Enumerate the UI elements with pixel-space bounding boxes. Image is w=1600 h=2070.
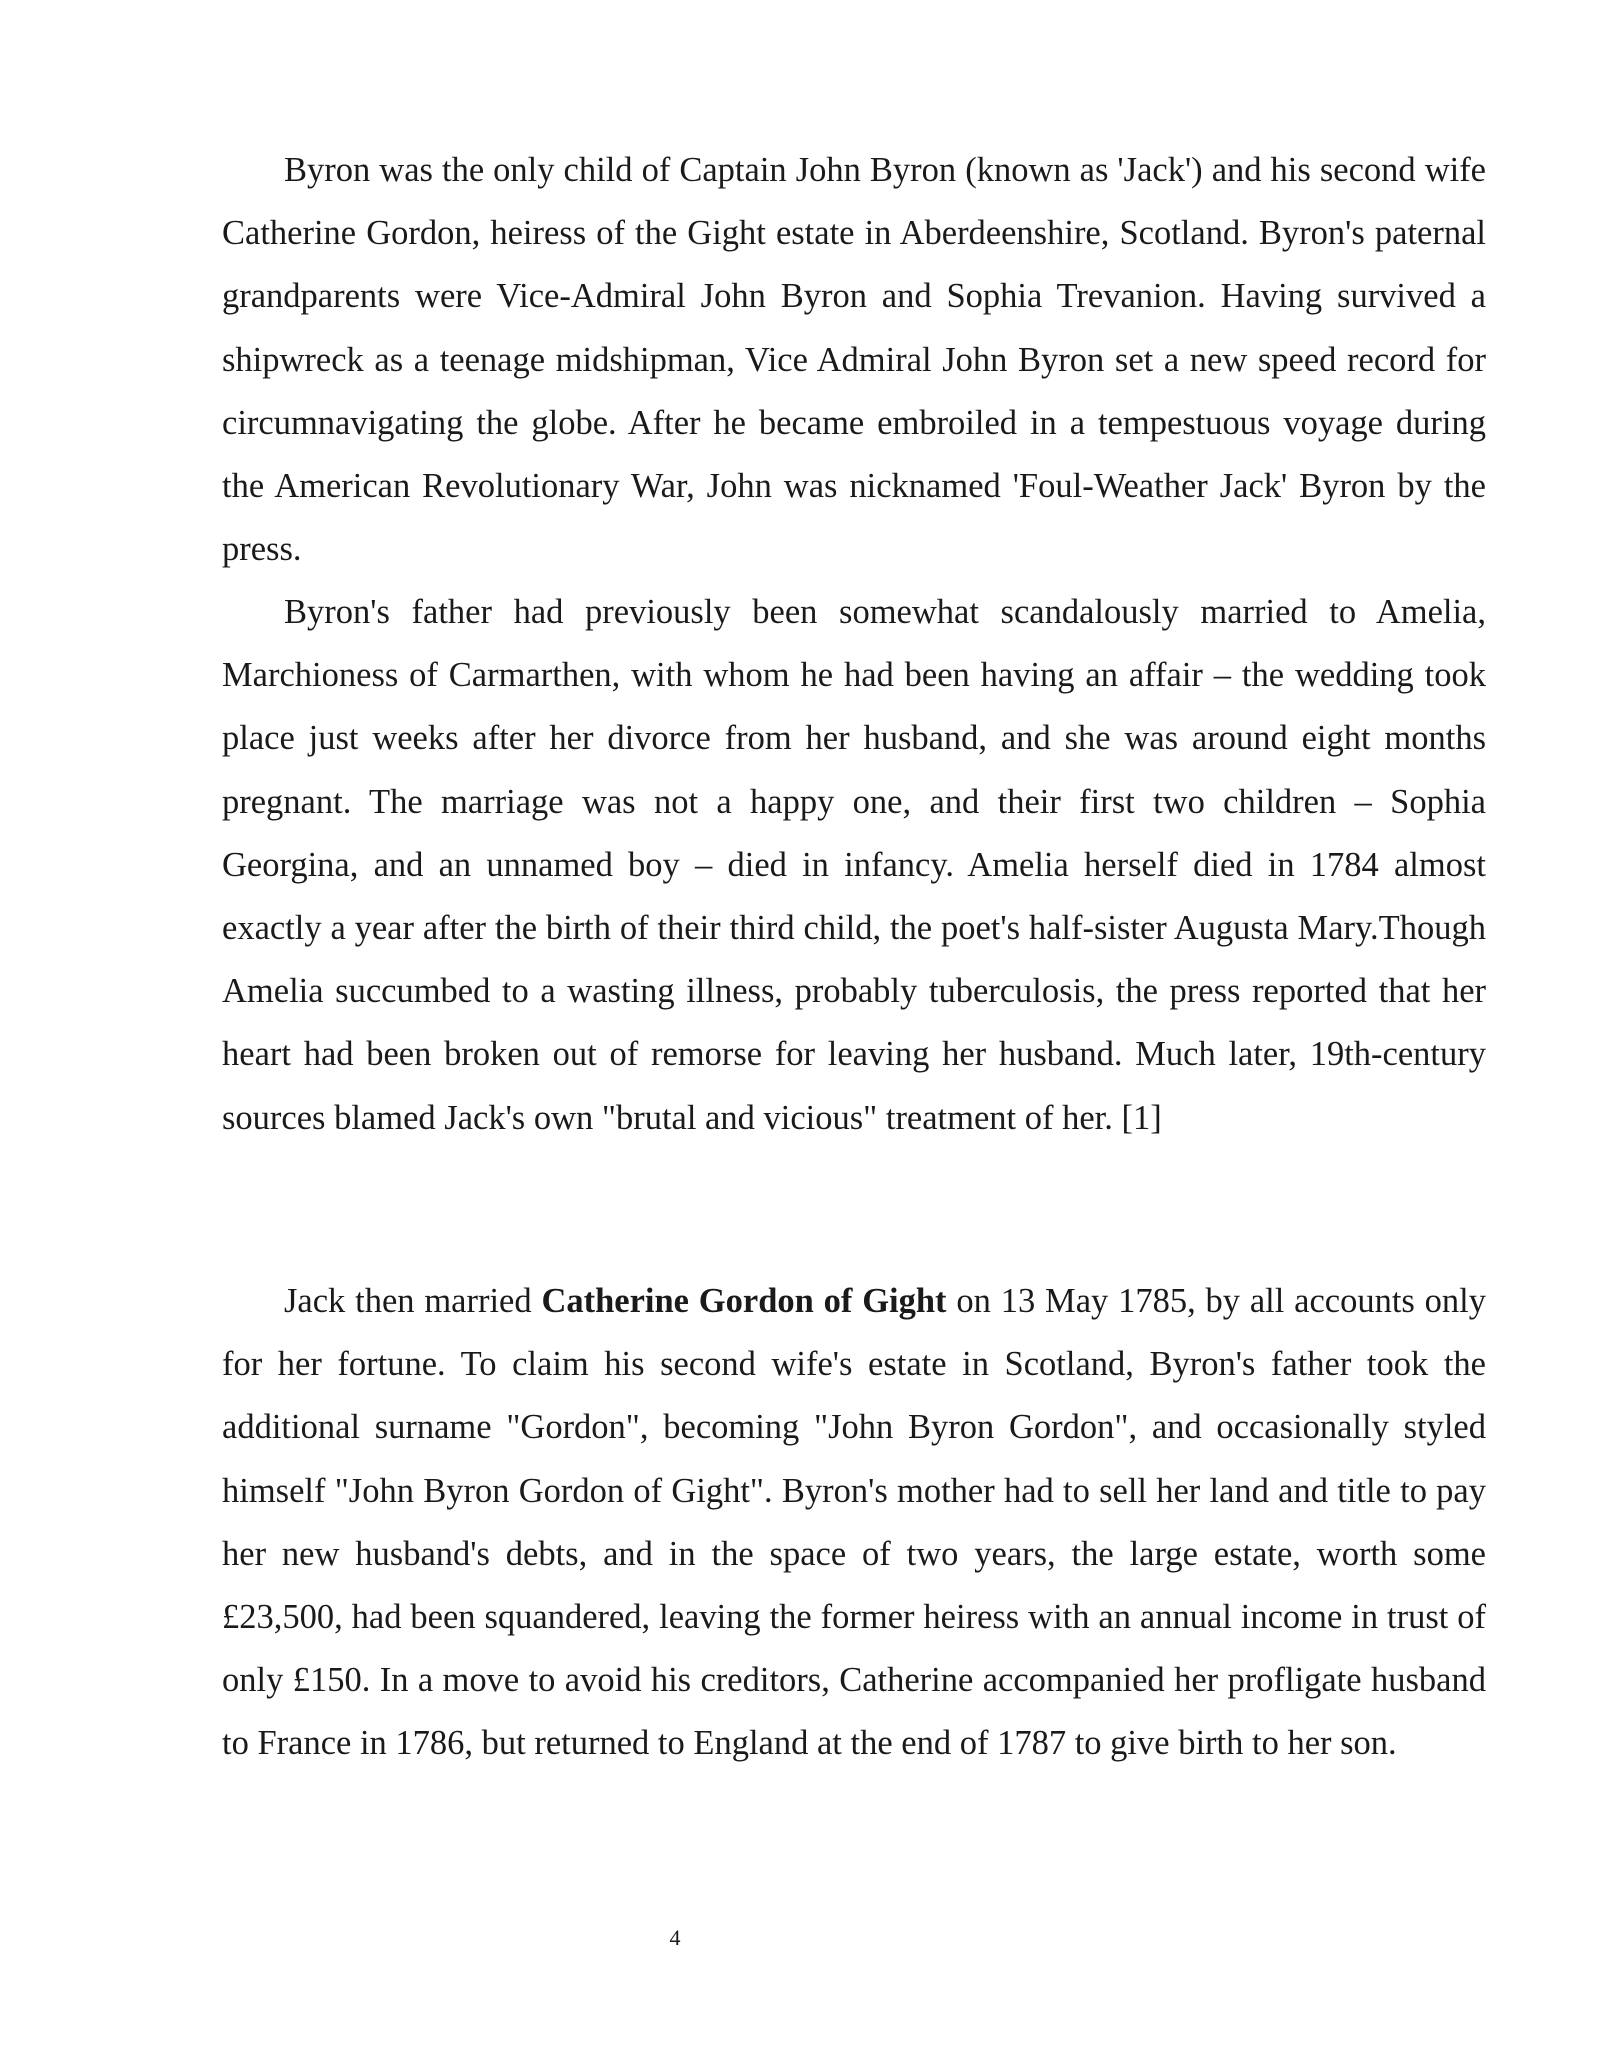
paragraph-byron-parentage: Byron was the only child of Captain John Byron (known as 'Jack') and his second wife Catherine Gordon, heiress of the Gight estate in Aberdeenshire, Scotland. Byron's paternal grandparents were Vice-Admiral John Byron and Sophia Trevanion. Having survived a shipwreck as a teenage midshipman, Vice Admiral John Byron set a new speed record for circumnavigating the globe. After he became embroiled in a tempestuous voyage during the American Revolutionary War, John was nicknamed 'Foul-Weather Jack' Byron by the press. [222, 151, 1486, 569]
paragraph-lead-text: Jack then married [284, 1282, 542, 1320]
paragraph-catherine-gordon [222, 1270, 1486, 1776]
page-number: 4 [669, 1925, 681, 1950]
paragraph-body-text: on 13 May 1785, by all accounts only for her fortune. To claim his second wife's estate in Scotland, Byron's father took the additional surname "Gordon", becoming "John Byron Gordon", and occasionally styled himself "John Byron Gordon of Gight". Byron's mother had to sell her land and title to pay her new husband's debts, and in the space of two years, the large estate, worth some £23,500, had been squandered, leaving the former heiress with an annual income in trust of only £150. In a move to avoid his creditors, Catherine accompanied her profligate husband to France in 1786, but returned to England at the end of 1787 to give birth to her son. [222, 1282, 1486, 1763]
paragraph-father-first-marriage: Byron's father had previously been somewhat scandalously married to Amelia, Marchioness of Carmarthen, with whom he had been having an affair – the wedding took place just weeks after her divorce from her husband, and she was around eight months pregnant. The marriage was not a happy one, and their first two children – Sophia Georgina, and an unnamed boy – died in infancy. Amelia herself died in 1784 almost exactly a year after the birth of their third child, the poet's half-sister Augusta Mary.Though Amelia succumbed to a wasting illness, probably tuberculosis, the press reported that her heart had been broken out of remorse for leaving her husband. Much later, 19th-century sources blamed Jack's own "brutal and vicious" treatment of her. [1] [222, 593, 1486, 1137]
bold-name-catherine-gordon: Catherine Gordon of Gight [541, 1282, 947, 1320]
